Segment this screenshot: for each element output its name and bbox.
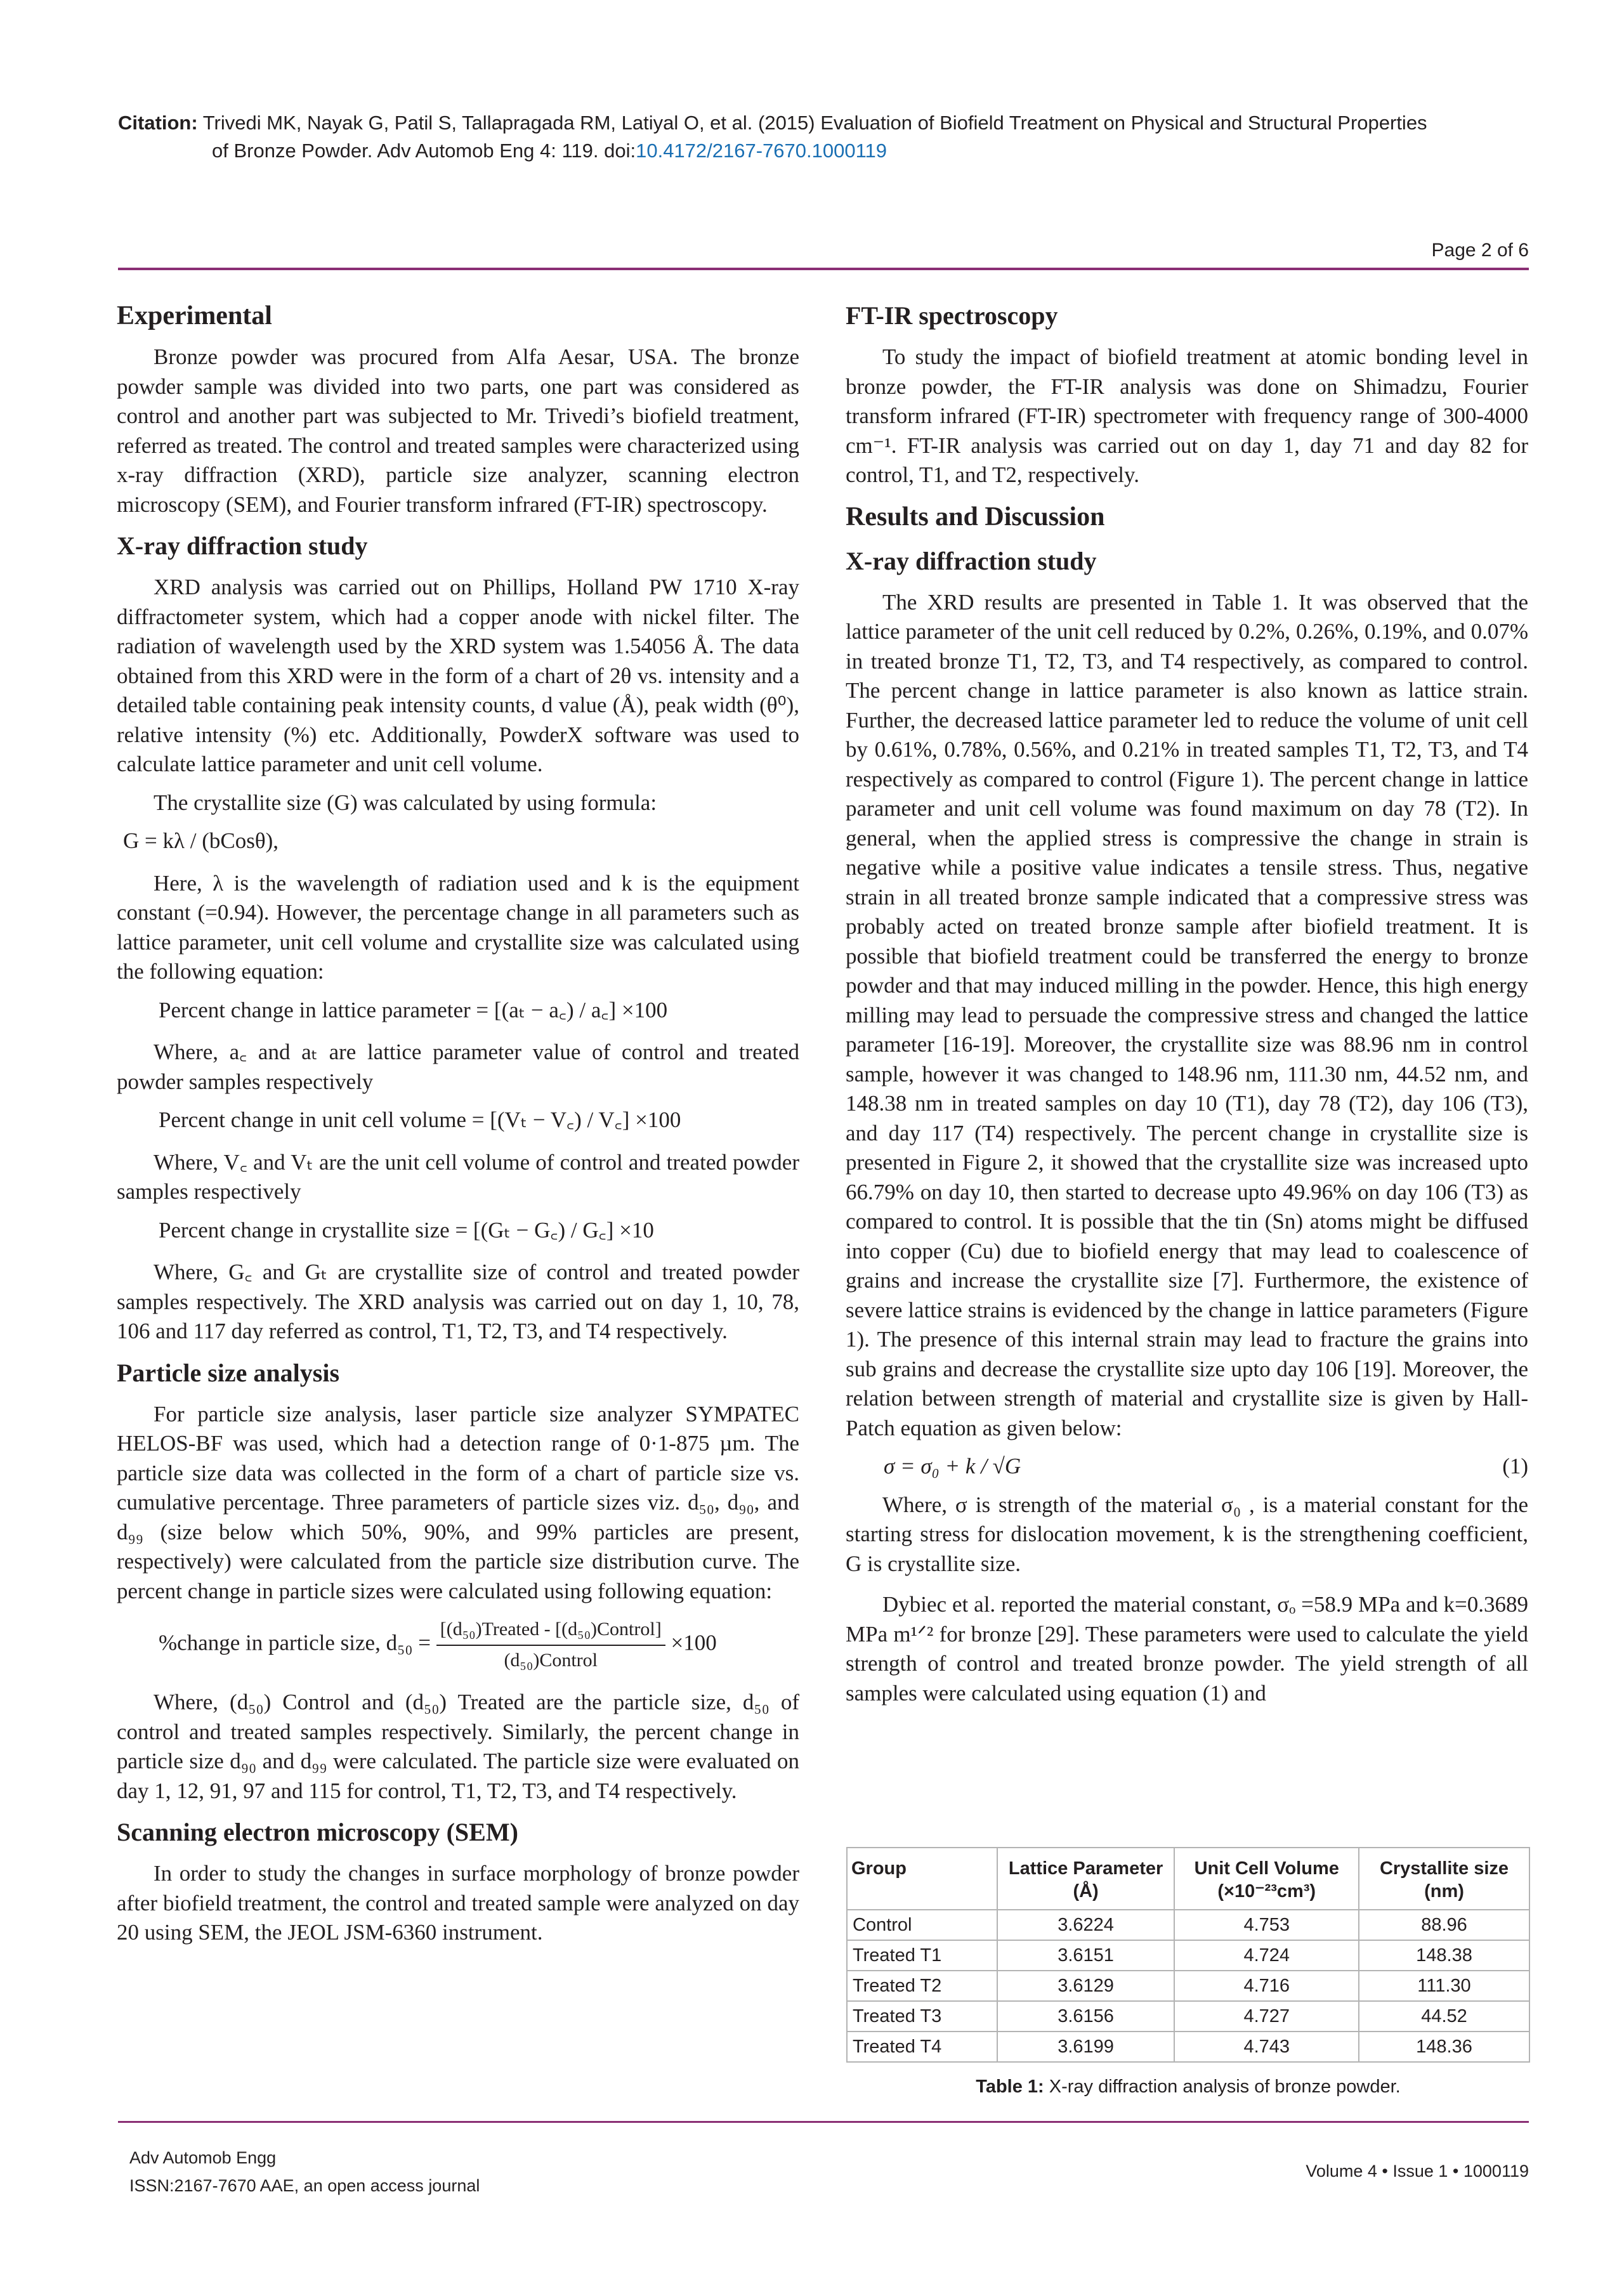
psa-paragraph-1: For particle size analysis, laser particle size analyzer SYMPATEC HELOS-BF was used, which had a detection range of 0·1-875 µm. The particle size data was collected in the form of a chart of particle size vs. cumulative percentage. Three parameters of particle sizes viz. d₅₀, d₉₀, and d₉₉ (size below which 50%, 90%, and 99% particles are present, respectively) were calculated from the particle size distribution curve. The percent change in particle sizes were calculated using following equation: xyxy=(117,1401,799,1603)
doi-link[interactable]: 10.4172/2167-7670.1000119 xyxy=(636,140,887,162)
results-heading: Results and Discussion xyxy=(846,502,1105,532)
table-row xyxy=(847,1971,1529,2001)
xrd-paragraph-2: The crystallite size (G) was calculated by using formula: xyxy=(154,790,657,815)
right-column xyxy=(846,298,1528,1717)
page-number: Page 2 of 6 xyxy=(1431,240,1529,261)
volume-equation: Percent change in unit cell volume = [(Vₜ − V꜀) / V꜀] ×100 xyxy=(159,1107,681,1132)
cell-crystallite: 148.38 xyxy=(1359,1940,1529,1971)
cell-lattice: 3.6199 xyxy=(997,2032,1175,2062)
citation-label: Citation: xyxy=(118,112,198,134)
header-lattice: Lattice Parameter (Å) xyxy=(997,1848,1175,1910)
xrd-table xyxy=(846,1847,1530,2063)
citation-text-2: of Bronze Powder. Adv Automob Eng 4: 119. doi: xyxy=(212,140,636,162)
cell-lattice: 3.6129 xyxy=(997,1971,1175,2001)
cell-group: Treated T3 xyxy=(847,2001,997,2032)
particle-size-equation xyxy=(117,1615,799,1675)
crystallite-equation: Percent change in crystallite size = [(Gₜ − G꜀) / G꜀] ×10 xyxy=(159,1217,654,1243)
psa-paragraph-2: Where, (d₅₀) Control and (d₅₀) Treated are the particle size, d₅₀ of control and treated samples respectively. Similarly, the percent change in particle size d₉₀ and d₉₉ were calculated. The particle size were evaluated on day 1, 12, 91, 97 and 115 for control, T1, T2, T3, and T4 respectively. xyxy=(117,1690,799,1803)
particle-eq-fraction xyxy=(436,1615,665,1675)
table-caption xyxy=(846,2077,1530,2097)
table-caption-text: X-ray diffraction analysis of bronze powder. xyxy=(1044,2077,1401,2097)
footer-divider xyxy=(118,2121,1529,2123)
xrd-table-wrapper xyxy=(846,1847,1530,2097)
header-group: Group xyxy=(847,1848,997,1910)
cell-crystallite: 111.30 xyxy=(1359,1971,1529,2001)
table-header-row xyxy=(847,1848,1529,1910)
cell-lattice: 3.6151 xyxy=(997,1940,1175,1971)
cell-crystallite: 148.36 xyxy=(1359,2032,1529,2062)
citation xyxy=(118,109,1545,165)
hall-patch-equation: σ = σ₀ + k / √G xyxy=(884,1454,1021,1478)
cell-volume: 4.727 xyxy=(1174,2001,1359,2032)
experimental-heading: Experimental xyxy=(117,301,272,330)
table-row xyxy=(847,2001,1529,2032)
lattice-equation: Percent change in lattice parameter = [(aₜ − a꜀) / a꜀] ×100 xyxy=(159,997,668,1022)
xrd-paragraph-5: Where, V꜀ and Vₜ are the unit cell volume of control and treated powder samples respectively xyxy=(117,1149,799,1204)
sem-paragraph: In order to study the changes in surface morphology of bronze powder after biofield treatment, the control and treated sample were analyzed on day 20 using SEM, the JEOL JSM-6360 instrument. xyxy=(117,1861,799,1945)
cell-volume: 4.753 xyxy=(1174,1910,1359,1940)
hall-patch-paragraph-1: Where, σ is strength of the material σ₀ , is a material constant for the starting stress for dislocation movement, k is the strengthening coefficient, G is crystallite size. xyxy=(846,1492,1528,1576)
cell-group: Treated T1 xyxy=(847,1940,997,1971)
equation-number: (1) xyxy=(1502,1454,1528,1478)
xrd-paragraph-3: Here, λ is the wavelength of radiation used and k is the equipment constant (=0.94). However, the percentage change in all parameters such as lattice parameter, unit cell volume and crystallite size was calculated using the following equation: xyxy=(117,870,799,984)
particle-eq-denominator: (d₅₀)Control xyxy=(504,1649,598,1671)
header-divider xyxy=(118,268,1529,270)
xrd-paragraph-6: Where, G꜀ and Gₜ are crystallite size of control and treated powder samples respectively. The XRD analysis was carried out on day 1, 10, 78, 106 and 117 day referred as control, T1, T2, T3, and T4 respectively. xyxy=(117,1260,799,1343)
cell-crystallite: 44.52 xyxy=(1359,2001,1529,2032)
ftir-heading: FT-IR spectroscopy xyxy=(846,301,1058,330)
particle-eq-rhs: ×100 xyxy=(671,1630,717,1655)
particle-eq-numerator: [(d₅₀)Treated - [(d₅₀)Control] xyxy=(436,1615,665,1646)
header-crystallite: Crystallite size (nm) xyxy=(1359,1848,1529,1910)
footer-volume: Volume 4 • Issue 1 • 1000119 xyxy=(1306,2162,1529,2181)
cell-volume: 4.716 xyxy=(1174,1971,1359,2001)
cell-volume: 4.724 xyxy=(1174,1940,1359,1971)
table-row xyxy=(847,1940,1529,1971)
sem-heading: Scanning electron microscopy (SEM) xyxy=(117,1818,518,1846)
hall-patch-paragraph-2: Dybiec et al. reported the material constant, σₒ =58.9 MPa and k=0.3689 MPa m¹ᐟ² for bronze [29]. These parameters were used to calculate the yield strength of control and treated bronze powder. The yield strength of all samples were calculated using equation (1) and xyxy=(846,1592,1528,1706)
xrd-method-heading: X-ray diffraction study xyxy=(117,532,368,560)
experimental-paragraph: Bronze powder was procured from Alfa Aesar, USA. The bronze powder sample was divided into two parts, one part was considered as control and another part was subjected to Mr. Trivedi’s biofield treatment, referred as treated. The control and treated samples were characterized using x-ray diffraction (XRD), particle size analyzer, scanning electron microscopy (SEM), and Fourier transform infrared (FT-IR) spectroscopy. xyxy=(117,344,799,517)
table-row xyxy=(847,1910,1529,1940)
table-row xyxy=(847,2032,1529,2062)
footer-journal: Adv Automob Engg xyxy=(129,2148,277,2167)
xrd-results-paragraph: The XRD results are presented in Table 1. It was observed that the lattice parameter of the unit cell reduced by 0.2%, 0.26%, 0.19%, and 0.07% in treated bronze T1, T2, T3, and T4 respectively, as compared to control. The percent change in lattice parameter is also known as lattice strain. Further, the decreased lattice parameter led to reduce the volume of unit cell by 0.61%, 0.78%, 0.56%, and 0.21% in treated samples T1, T2, T3, and T4 respectively as compared to control (Figure 1). The percent change in lattice parameter and unit cell volume was found maximum on day 78 (T2). In general, when the applied stress is compressive the change in strain is negative while a positive value indicates a tensile stress. Thus, negative strain in all treated bronze sample indicated that a compressive stress was probably acted on treated bronze sample after biofield treatment. It is possible that biofield treatment could be transferred the energy to bronze powder and that may induced milling in the powder. Hence, this high energy milling may lead to persuade the compressive stress and changed the lattice parameter [16-19]. Moreover, the crystallite size was 88.96 nm in control sample, however it was changed to 148.96 nm, 111.30 nm, 44.52 nm, and 148.38 nm in treated samples on day 10 (T1), day 78 (T2), day 106 (T3), and day 117 (T4) respectively. The percent change in crystallite size is presented in Figure 2, it showed that the crystallite size was increased upto 66.79% on day 10, then started to decrease upto 49.96% on day 106 (T3) as compared to control. It is possible that the tin (Sn) atoms might be diffused into copper (Cu) due to biofield energy that may lead to coalescence of grains and increase the crystallite size [7]. Furthermore, the existence of severe lattice strains is evidenced by the change in lattice parameters (Figure 1). The presence of this internal strain may lead to fracture the grains into sub grains and decrease the crystallite size upto day 106 [19]. Moreover, the relation between strength of material and crystallite size is given by Hall-Patch equation as given below: xyxy=(846,589,1528,1440)
crystallite-formula: G = kλ / (bCosθ), xyxy=(123,828,278,853)
citation-text: Trivedi MK, Nayak G, Patil S, Tallapragada RM, Latiyal O, et al. (2015) Evaluation of Biofield Treatment on Physical and Structural Properties xyxy=(202,112,1427,134)
xrd-paragraph-1: XRD analysis was carried out on Phillips, Holland PW 1710 X-ray diffractometer system, which had a copper anode with nickel filter. The radiation of wavelength used by the XRD system was 1.54056 Å. The data obtained from this XRD were in the form of a chart of 2θ vs. intensity and a detailed table containing peak intensity counts, d value (Å), peak width (θ⁰), relative intensity (%) etc. Additionally, PowderX software was used to calculate lattice parameter and unit cell volume. xyxy=(117,575,799,776)
psa-heading: Particle size analysis xyxy=(117,1358,340,1387)
xrd-paragraph-4: Where, a꜀ and aₜ are lattice parameter value of control and treated powder samples respectively xyxy=(117,1040,799,1094)
table-caption-label: Table 1: xyxy=(976,2077,1044,2097)
header-volume: Unit Cell Volume (×10⁻²³cm³) xyxy=(1174,1848,1359,1910)
cell-group: Treated T4 xyxy=(847,2032,997,2062)
footer-issn: ISSN:2167-7670 AAE, an open access journal xyxy=(129,2176,480,2195)
footer-journal-info xyxy=(129,2144,480,2200)
cell-group: Control xyxy=(847,1910,997,1940)
cell-volume: 4.743 xyxy=(1174,2032,1359,2062)
ftir-paragraph: To study the impact of biofield treatment at atomic bonding level in bronze powder, the FT-IR analysis was done on Shimadzu, Fourier transform infrared (FT-IR) spectrometer with frequency range of 300-4000 cm⁻¹. FT-IR analysis was carried out on day 1, day 71 and day 82 for control, T1, and T2, respectively. xyxy=(846,344,1528,487)
left-column xyxy=(117,298,799,1957)
hall-patch-equation-row xyxy=(846,1452,1528,1482)
cell-lattice: 3.6224 xyxy=(997,1910,1175,1940)
cell-lattice: 3.6156 xyxy=(997,2001,1175,2032)
particle-eq-lhs: %change in particle size, d₅₀ = xyxy=(159,1630,431,1655)
cell-group: Treated T2 xyxy=(847,1971,997,2001)
xrd-results-heading: X-ray diffraction study xyxy=(846,546,1097,575)
cell-crystallite: 88.96 xyxy=(1359,1910,1529,1940)
